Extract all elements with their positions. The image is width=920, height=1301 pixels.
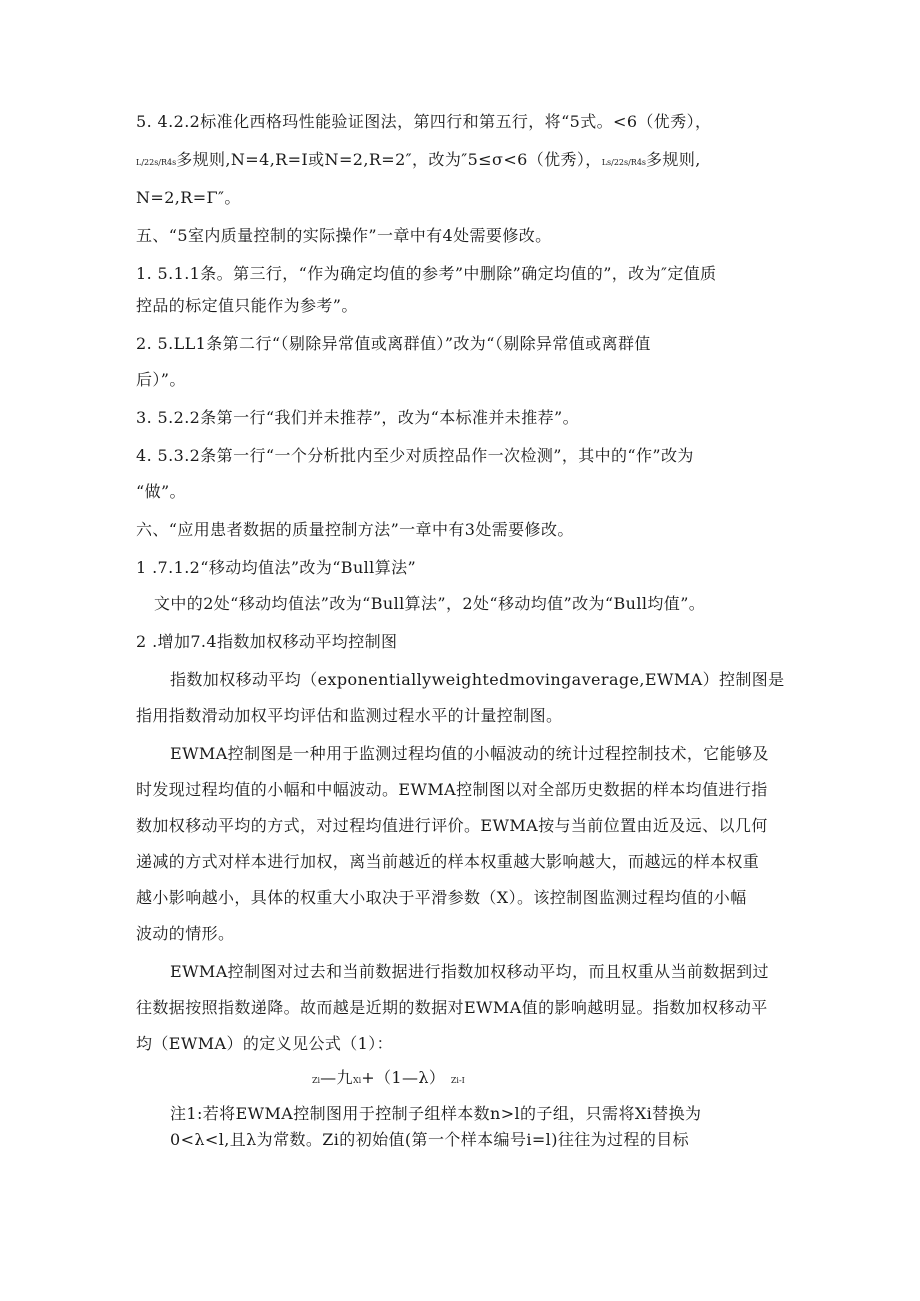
- text-line-24: EWMA控制图对过去和当前数据进行指数加权移动平均，而且权重从当前数据到过: [170, 962, 769, 981]
- rule-subscript: L/22s/R4s: [136, 158, 177, 167]
- text-line-3: N=2,R=Γ″。: [136, 188, 241, 207]
- text-line-10: 4. 5.3.2条第一行“一个分析批内至少对质控品作一次检测”，其中的“作”改为: [136, 446, 694, 465]
- text-line-11: “做”。: [136, 482, 186, 501]
- formula-zi: Zi: [312, 1076, 321, 1085]
- text-line-14: 文中的2处“移动均值法”改为“Bull算法”，2处“移动均值”改为“Bull均值”。: [154, 594, 706, 613]
- text-line-5: 1. 5.1.1条。第三行，“作为确定均值的参考”中删除”确定均值的”，改为″定值质: [136, 264, 717, 283]
- text-line-9: 3. 5.2.2条第一行“我们并未推荐”，改为“本标准并未推荐”。: [136, 408, 579, 427]
- formula-part: +（1—λ）: [361, 1068, 446, 1087]
- text-line-26: 均（EWMA）的定义见公式（1）：: [136, 1034, 394, 1053]
- text-line-15: 2 .增加7.4指数加权移动平均控制图: [136, 632, 398, 651]
- text-line-21: 递减的方式对样本进行加权，离当前越近的样本权重越大影响越大，而越远的样本权重: [136, 852, 760, 871]
- section-heading-6: 六、“应用患者数据的质量控制方法”一章中有3处需要修改。: [136, 520, 574, 539]
- text-line-20: 数加权移动平均的方式，对过程均值进行评价。EWMA按与当前位置由近及远、以几何: [136, 816, 768, 835]
- text-line-25: 往数据按照指数递降。故而越是近期的数据对EWMA值的影响越明显。指数加权移动平: [136, 998, 768, 1017]
- rule-subscript: Ls/22s/R4s: [601, 158, 647, 167]
- text-line-1: 5. 4.2.2标准化西格玛性能验证图法，第四行和第五行，将“5式。<6（优秀），: [136, 112, 712, 131]
- text-line-7: 2. 5.LL1条第二行“（剔除异常值或离群值）”改为“（剔除异常值或离群值: [136, 334, 651, 353]
- section-heading-5: 五、“5室内质量控制的实际操作”一章中有4处需要修改。: [136, 226, 552, 245]
- text-line-8: 后）”。: [136, 370, 186, 389]
- note-line-2: 0<λ<l,且λ为常数。Zi的初始值(第一个样本编号i=l)往往为过程的目标: [170, 1130, 690, 1149]
- text-line-17: 指用指数滑动加权平均评估和监测过程水平的计量控制图。: [136, 706, 563, 725]
- text-line-23: 波动的情形。: [136, 924, 235, 943]
- text-line-18: EWMA控制图是一种用于监测过程均值的小幅波动的统计过程控制技术，它能够及: [170, 744, 769, 763]
- formula-part: —九: [320, 1068, 353, 1087]
- text-line-22: 越小影响越小，具体的权重大小取决于平滑参数（X）。该控制图监测过程均值的小幅: [136, 888, 747, 907]
- text-line-6: 控品的标定值只能作为参考”。: [136, 296, 358, 315]
- note-line-1: 注1:若将EWMA控制图用于控制子组样本数n>l的子组，只需将Xi替换为: [170, 1104, 702, 1123]
- text-segment: 多规则,: [646, 150, 701, 169]
- formula-xi: Xi: [352, 1076, 362, 1085]
- text-line-19: 时发现过程均值的小幅和中幅波动。EWMA控制图以对全部历史数据的样本均值进行指: [136, 780, 768, 799]
- text-line-13: 1 .7.1.2“移动均值法”改为“Bull算法”: [136, 558, 417, 577]
- formula-zi-1: Zi-I: [450, 1076, 465, 1085]
- ewma-formula: [312, 1068, 465, 1091]
- text-line-16: 指数加权移动平均（exponentiallyweightedmovingaverage,EWMA）控制图是: [170, 670, 785, 689]
- text-line-2: [136, 150, 701, 173]
- text-segment: 多规则,N=4,R=I或N=2,R=2″，改为″5≤σ<6（优秀），: [176, 150, 602, 169]
